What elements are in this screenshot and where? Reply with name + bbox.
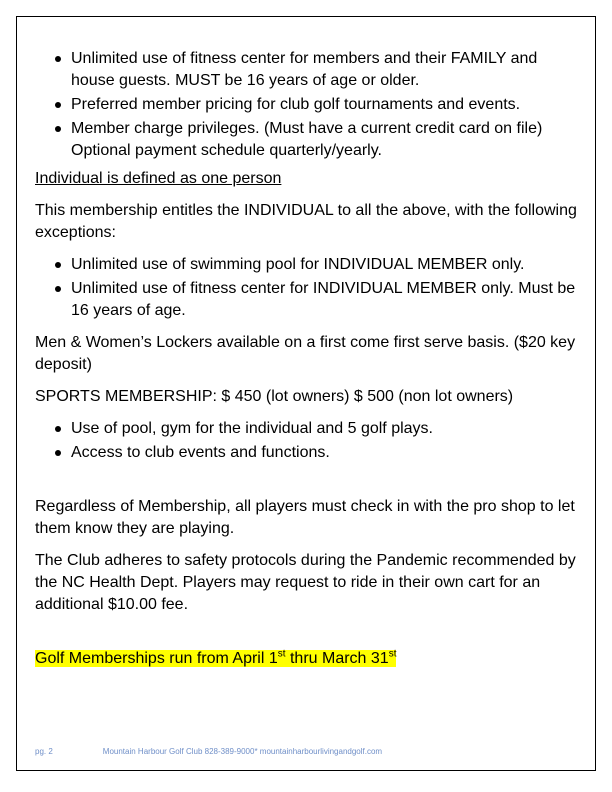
checkin-paragraph: Regardless of Membership, all players must check in with the pro shop to let them know they are playing. bbox=[35, 498, 575, 537]
bullet-list-member-benefits bbox=[35, 48, 580, 162]
document-body bbox=[35, 48, 580, 670]
list-item: Unlimited use of swimming pool for INDIVIDUAL MEMBER only. bbox=[35, 254, 580, 276]
safety-paragraph: The Club adheres to safety protocols during the Pandemic recommended by the NC Health Dept. Players may request to ride in their own cart for an additional $10.00 fee. bbox=[35, 552, 576, 613]
individual-heading: Individual is defined as one person bbox=[35, 170, 282, 187]
list-item: Unlimited use of fitness center for members and their FAMILY and house guests. MUST be 16 years of age or older. bbox=[35, 48, 580, 92]
footer-contact: Mountain Harbour Golf Club 828-389-9000* mountainharbourlivingandgolf.com bbox=[102, 747, 383, 756]
ordinal-suffix: st bbox=[388, 648, 397, 660]
page-footer bbox=[35, 747, 382, 756]
list-item: Preferred member pricing for club golf tournaments and events. bbox=[35, 94, 580, 116]
list-item: Member charge privileges. (Must have a current credit card on file) Optional payment schedule quarterly/yearly. bbox=[35, 118, 580, 162]
page-number: pg. 2 bbox=[35, 747, 53, 756]
individual-intro: This membership entitles the INDIVIDUAL to all the above, with the following exceptions: bbox=[35, 202, 577, 241]
membership-run-dates bbox=[35, 648, 580, 670]
sports-membership-pricing: SPORTS MEMBERSHIP: $ 450 (lot owners) $ 500 (non lot owners) bbox=[35, 388, 514, 405]
bullet-list-individual-exceptions bbox=[35, 254, 580, 322]
run-dates-text-end: thru March 31 bbox=[285, 650, 389, 667]
lockers-paragraph: Men & Women’s Lockers available on a first come first serve basis. ($20 key deposit) bbox=[35, 334, 576, 373]
list-item: Access to club events and functions. bbox=[35, 442, 580, 464]
ordinal-suffix: st bbox=[277, 648, 286, 660]
list-item: Use of pool, gym for the individual and 5 golf plays. bbox=[35, 418, 580, 440]
list-item: Unlimited use of fitness center for INDIVIDUAL MEMBER only. Must be 16 years of age. bbox=[35, 278, 580, 322]
highlighted-text bbox=[35, 650, 396, 667]
run-dates-text-start: Golf Memberships run from April 1 bbox=[35, 650, 278, 667]
bullet-list-sports-membership bbox=[35, 418, 580, 464]
